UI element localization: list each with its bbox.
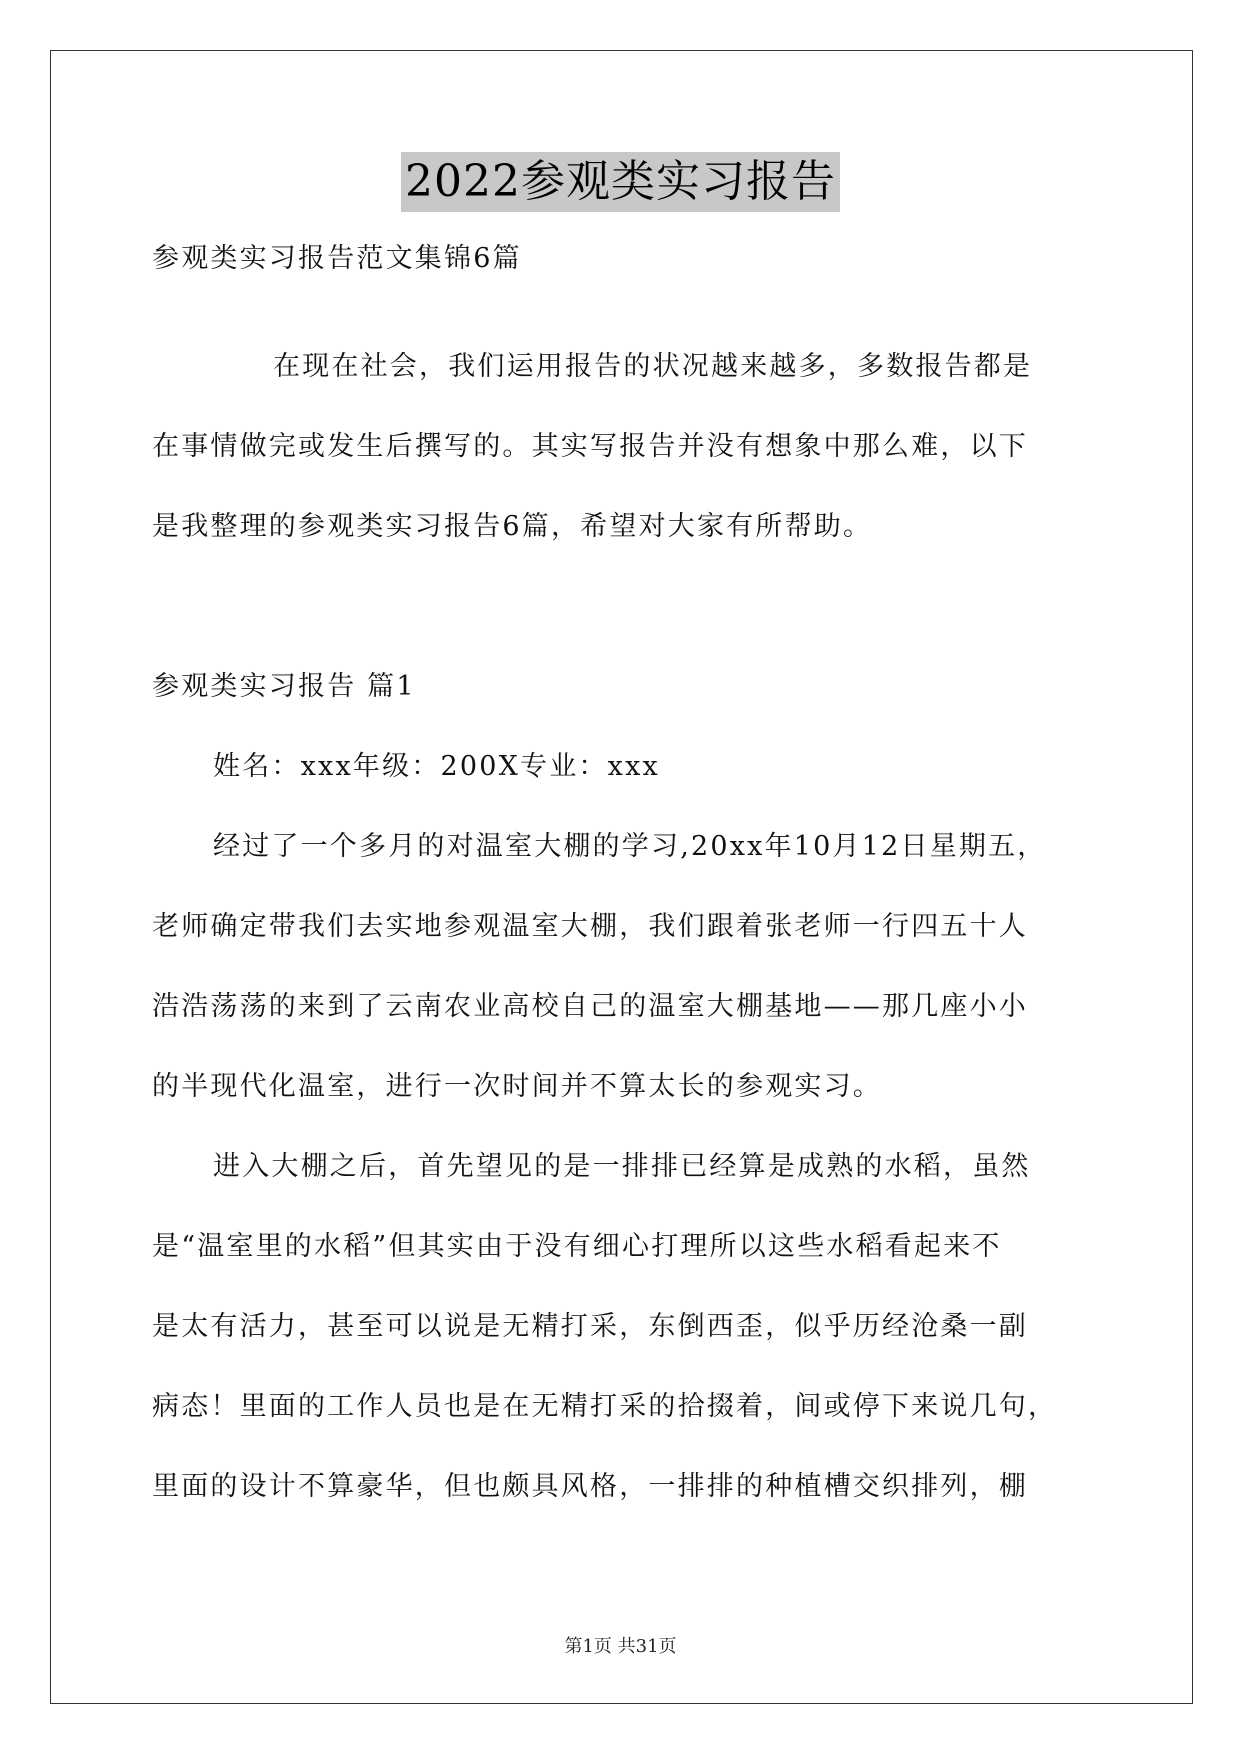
para2-line-5: 里面的设计不算豪华，但也颇具风格，一排排的种植槽交织排列，棚: [152, 1471, 1028, 1502]
para1-line-2: 老师确定带我们去实地参观温室大棚，我们跟着张老师一行四五十人: [152, 911, 1028, 942]
intro-line-1: 在现在社会，我们运用报告的状况越来越多，多数报告都是: [273, 351, 1033, 382]
document-title: 2022参观类实习报告: [401, 152, 840, 212]
para2-line-3: 是太有活力，甚至可以说是无精打采，东倒西歪，似乎历经沧桑一副: [152, 1311, 1028, 1342]
intro-line-3: 是我整理的参观类实习报告6篇，希望对大家有所帮助。: [152, 511, 873, 542]
subtitle-line: 参观类实习报告范文集锦6篇: [152, 243, 522, 274]
page-border: [50, 50, 1193, 1704]
info-line: 姓名：xxx年级：200X专业：xxx: [213, 751, 660, 782]
para1-line-1: 经过了一个多月的对温室大棚的学习,20xx年10月12日星期五，: [213, 831, 1047, 862]
page-footer: 第1页 共31页: [564, 1636, 677, 1657]
section-heading: 参观类实习报告 篇1: [152, 671, 416, 702]
para2-line-2: 是“温室里的水稻”但其实由于没有细心打理所以这些水稻看起来不: [152, 1231, 1002, 1262]
title-container: [0, 152, 1241, 212]
para2-line-4: 病态！里面的工作人员也是在无精打采的拾掇着，间或停下来说几句，: [152, 1391, 1058, 1422]
para1-line-3: 浩浩荡荡的来到了云南农业高校自己的温室大棚基地——那几座小小: [152, 991, 1028, 1022]
para1-line-4: 的半现代化温室，进行一次时间并不算太长的参观实习。: [152, 1071, 882, 1102]
para2-line-1: 进入大棚之后，首先望见的是一排排已经算是成熟的水稻，虽然: [213, 1151, 1031, 1182]
intro-line-2: 在事情做完或发生后撰写的。其实写报告并没有想象中那么难，以下: [152, 431, 1028, 462]
